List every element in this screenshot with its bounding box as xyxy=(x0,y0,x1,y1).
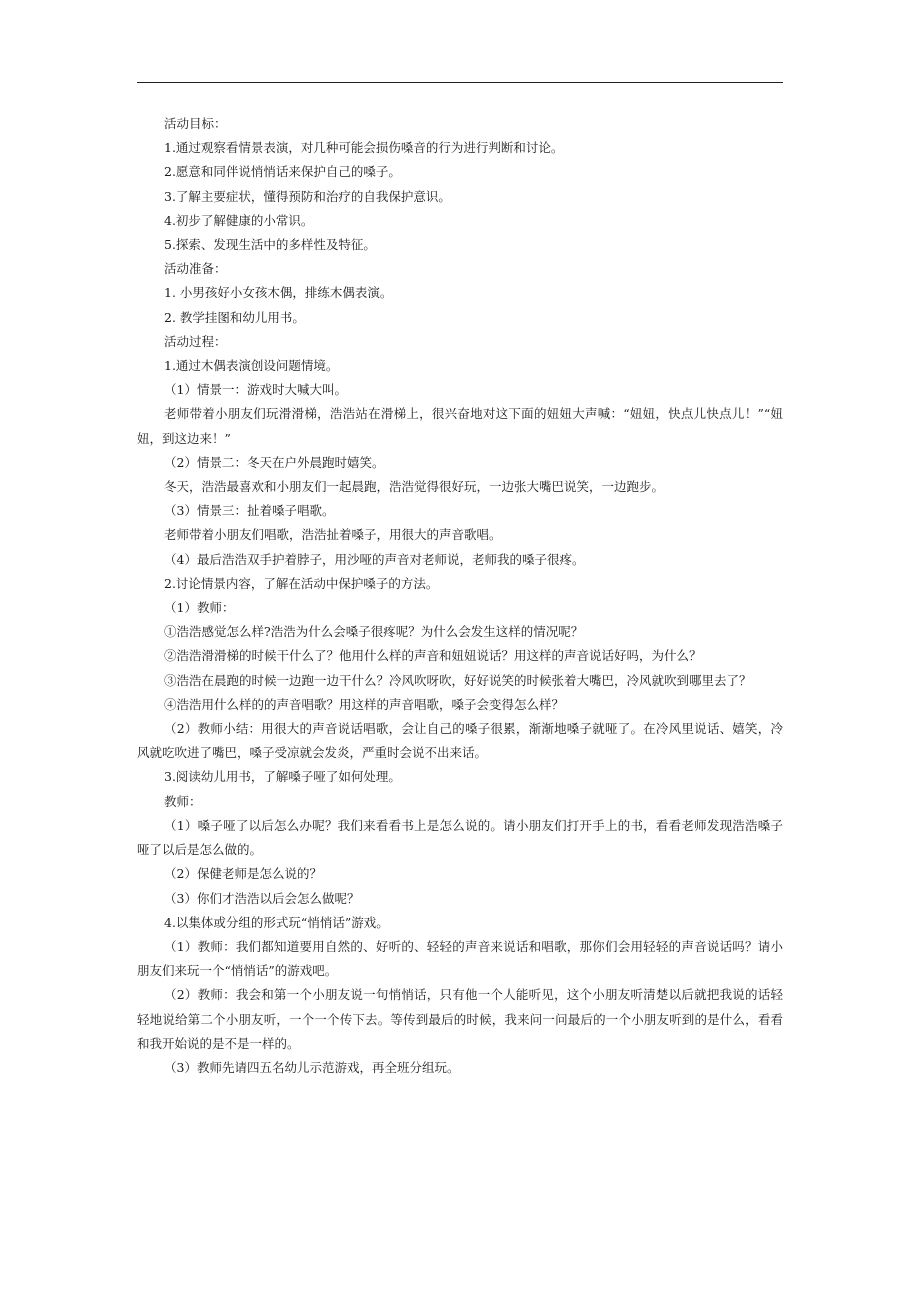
step-3-item-1: （1）嗓子哑了以后怎么办呢？我们来看看书上是怎么说的。请小朋友们打开手上的书，看看老师发现浩浩嗓子哑了以后是怎么做的。 xyxy=(137,817,783,858)
process-step-1: 1.通过木偶表演创设问题情境。 xyxy=(164,358,339,374)
process-step-3: 3.阅读幼儿用书，了解嗓子哑了如何处理。 xyxy=(164,769,401,785)
question-1: ①浩浩感觉怎么样?浩浩为什么会嗓子很疼呢？为什么会发生这样的情况呢？ xyxy=(164,624,584,640)
prep-2: 2. 教学挂图和幼儿用书。 xyxy=(164,309,305,325)
process-step-4: 4.以集体或分组的形式玩“悄悄话”游戏。 xyxy=(164,914,389,930)
scene-3-title: （3）情景三：扯着嗓子唱歌。 xyxy=(164,503,335,519)
question-3: ③浩浩在晨跑的时候一边跑一边干什么？冷风吹呀吹，好好说笑的时候张着大嘴巴，冷风就吹到哪里去了？ xyxy=(164,672,752,688)
step-3-item-3: （3）你们才浩浩以后会怎么做呢？ xyxy=(164,890,360,906)
scene-4-text: （4）最后浩浩双手护着脖子，用沙哑的声音对老师说，老师我的嗓子很疼。 xyxy=(164,551,585,567)
goal-2: 2.愿意和同伴说悄悄话来保护自己的嗓子。 xyxy=(164,164,401,180)
scene-3-text: 老师带着小朋友们唱歌，浩浩扯着嗓子，用很大的声音歌唱。 xyxy=(164,527,502,543)
goal-5: 5.探索、发现生活中的多样性及特征。 xyxy=(164,237,376,253)
teacher-summary: （2）教师小结：用很大的声音说话唱歌，会让自己的嗓子很累，渐渐地嗓子就哑了。在冷风里说话、嬉笑，冷风就吃吹进了嘴巴，嗓子受凉就会发炎，严重时会说不出来话。 xyxy=(137,721,783,761)
heading-activity-prep: 活动准备： xyxy=(164,261,227,277)
process-step-2: 2.讨论情景内容，了解在活动中保护嗓子的方法。 xyxy=(164,575,439,591)
goal-4: 4.初步了解健康的小常识。 xyxy=(164,212,314,228)
step-4-item-3: （3）教师先请四五名幼儿示范游戏，再全班分组玩。 xyxy=(164,1059,460,1075)
scene-2-text: 冬天，浩浩最喜欢和小朋友们一起晨跑，浩浩觉得很好玩，一边张大嘴巴说笑，一边跑步。 xyxy=(164,479,665,495)
document-body xyxy=(137,112,783,1080)
heading-activity-goals: 活动目标： xyxy=(164,116,227,131)
goal-3: 3.了解主要症状，懂得预防和治疗的自我保护意识。 xyxy=(164,188,451,204)
scene-2-title: （2）情景二：冬天在户外晨跑时嬉笑。 xyxy=(164,454,385,470)
teacher-label-2: 教师： xyxy=(164,793,202,809)
teacher-label-1: （1）教师： xyxy=(164,600,235,616)
step-4-item-1: （1）教师：我们都知道要用自然的、好听的、轻轻的声音来说话和唱歌，那你们会用轻轻的声音说话吗？请小朋友们来玩一个“悄悄话”的游戏吧。 xyxy=(137,938,783,979)
goal-1: 1.通过观察看情景表演，对几种可能会损伤嗓音的行为进行判断和讨论。 xyxy=(164,140,564,156)
question-2: ②浩浩滑滑梯的时候干什么了？他用什么样的声音和妞妞说话？用这样的声音说话好吗，为什么？ xyxy=(164,648,702,664)
scene-1-text: 老师带着小朋友们玩滑滑梯，浩浩站在滑梯上，很兴奋地对这下面的妞妞大声喊：“妞妞，快点儿快点儿！”“妞妞，到这边来！” xyxy=(137,406,783,446)
step-3-item-2: （2）保健老师是怎么说的？ xyxy=(164,866,322,882)
heading-activity-process: 活动过程： xyxy=(164,333,227,349)
question-4: ④浩浩用什么样的的声音唱歌？用这样的声音唱歌，嗓子会变得怎么样？ xyxy=(164,696,565,712)
header-rule xyxy=(137,82,783,83)
prep-1: 1. 小男孩好小女孩木偶，排练木偶表演。 xyxy=(164,285,393,301)
step-4-item-2: （2）教师：我会和第一个小朋友说一句悄悄话，只有他一个人能听见，这个小朋友听清楚以后就把我说的话轻轻地说给第二个小朋友听，一个一个传下去。等传到最后的时候，我来问一问最后的一个小朋友听到的是什么，看看和我开始说的是不是一样的。 xyxy=(137,987,783,1051)
scene-1-title: （1）情景一：游戏时大喊大叫。 xyxy=(164,382,347,398)
